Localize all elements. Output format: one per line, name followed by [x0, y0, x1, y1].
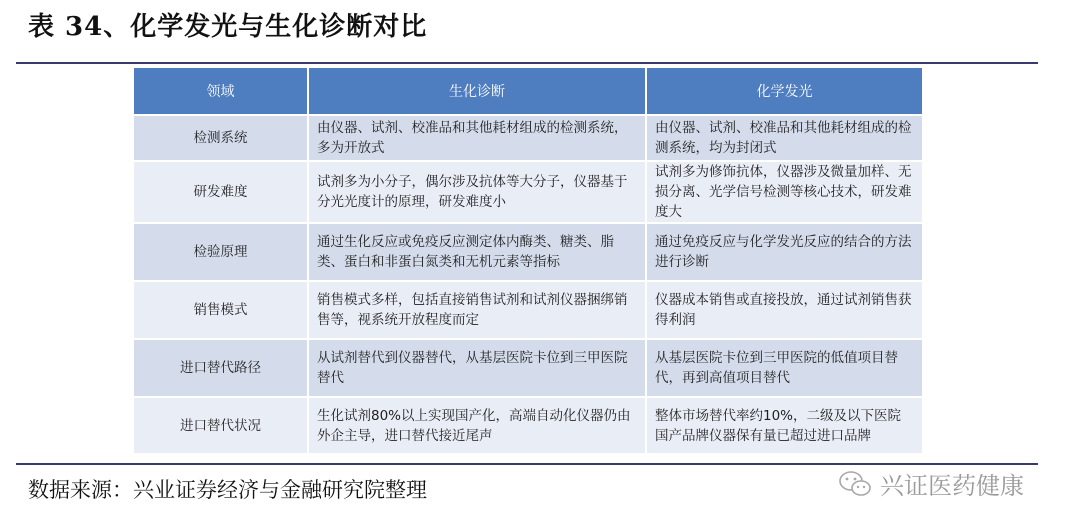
header-chemi: 化学发光: [646, 68, 922, 115]
row-biochem: 通过生化反应或免疫反应测定体内酶类、糖类、脂类、蛋白和非蛋白氮类和无机元素等指标: [308, 223, 646, 281]
row-chemi: 通过免疫反应与化学发光反应的结合的方法进行诊断: [646, 223, 922, 281]
watermark: [838, 466, 1024, 501]
row-domain: 检测系统: [134, 115, 308, 161]
row-domain: 检验原理: [134, 223, 308, 281]
table-row: [134, 161, 922, 223]
row-chemi: 试剂多为修饰抗体，仪器涉及微量加样、无损分离、光学信号检测等核心技术，研发难度大: [646, 161, 922, 223]
row-chemi: 整体市场替代率约10%，二级及以下医院国产品牌仪器保有量已超过进口品牌: [646, 397, 922, 453]
table-header-row: [134, 68, 922, 115]
row-biochem: 由仪器、试剂、校准品和其他耗材组成的检测系统，多为开放式: [308, 115, 646, 161]
row-chemi: 仪器成本销售或直接投放，通过试剂销售获得利润: [646, 281, 922, 339]
row-biochem: 从试剂替代到仪器替代，从基层医院卡位到三甲医院替代: [308, 339, 646, 397]
row-biochem: 销售模式多样，包括直接销售试剂和试剂仪器捆绑销售等，视系统开放程度而定: [308, 281, 646, 339]
watermark-text: 兴证医药健康: [880, 472, 1024, 500]
row-biochem: 生化试剂80%以上实现国产化，高端自动化仪器仍由外企主导，进口替代接近尾声: [308, 397, 646, 453]
row-domain: 进口替代状况: [134, 397, 308, 453]
row-domain: 销售模式: [134, 281, 308, 339]
top-divider: [16, 62, 1038, 64]
header-domain: 领域: [134, 68, 308, 115]
table-row: [134, 223, 922, 281]
row-chemi: 从基层医院卡位到三甲医院的低值项目替代，再到高值项目替代: [646, 339, 922, 397]
row-chemi: 由仪器、试剂、校准品和其他耗材组成的检测系统，均为封闭式: [646, 115, 922, 161]
table-row: [134, 281, 922, 339]
wechat-icon: [838, 469, 872, 499]
page-title: 表 34、化学发光与生化诊断对比: [28, 12, 428, 42]
source-note: 数据来源：兴业证券经济与金融研究院整理: [28, 478, 427, 502]
bottom-divider: [16, 463, 1038, 465]
row-domain: 研发难度: [134, 161, 308, 223]
table-row: [134, 339, 922, 397]
header-biochem: 生化诊断: [308, 68, 646, 115]
table-row: [134, 397, 922, 453]
row-domain: 进口替代路径: [134, 339, 308, 397]
table-row: [134, 115, 922, 161]
comparison-table: [134, 68, 922, 453]
row-biochem: 试剂多为小分子，偶尔涉及抗体等大分子，仪器基于分光光度计的原理，研发难度小: [308, 161, 646, 223]
